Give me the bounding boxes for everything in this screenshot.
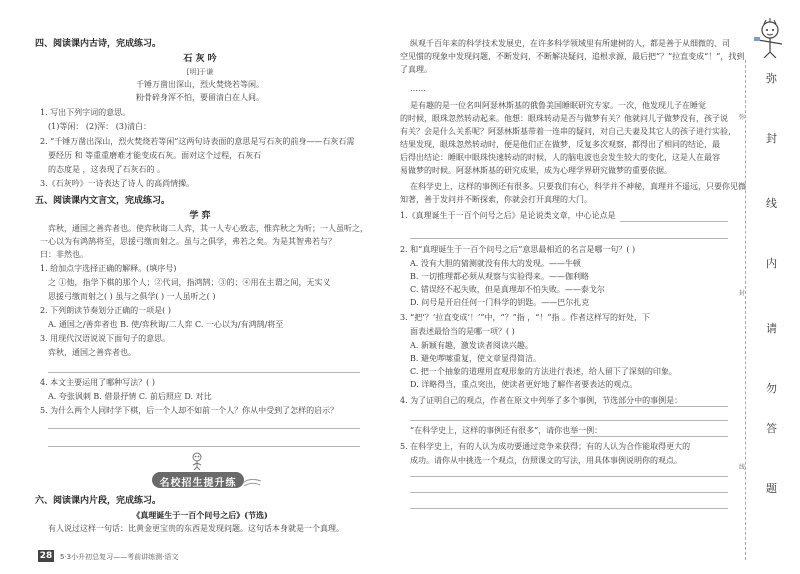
right-question-3-a: A. 新颖有趣，激发读者阅读兴趣。 (410, 341, 533, 350)
page-number: 28 (39, 551, 53, 561)
answer-line (618, 406, 728, 407)
upgrade-banner (152, 472, 244, 488)
answer-line (410, 492, 728, 493)
wenyan-para-2: 一心以为有鸿鹄将至，思援弓缴而射之。虽与之俱学，弗若之矣。为是其智弗若与？ (40, 237, 336, 246)
answer-line (410, 420, 728, 421)
banner-swoosh-icon (242, 474, 262, 486)
question-5-1-options: 之 ①他，指学下棋的那个人；②代词，指鸿鹄；③的；④用在主谓之间，无实义 (48, 278, 331, 287)
banner-label: 名校招生提升练 (159, 478, 237, 489)
question-4-2-line3: 的态度是 ，这表现了石灰石的 。 (48, 165, 166, 174)
right-question-4-b: “在科学史上，这样的事例还有很多”，请你也举一例： (410, 426, 603, 435)
right-question-1: 1.《真理诞生于一百个问号之后》是论说类文章，中心论点是 (400, 211, 616, 220)
poem-author: [明]于谦 (186, 68, 214, 76)
poem-title: 石 灰 吟 (183, 54, 217, 64)
right-para-8: 结果发现，眼珠忽然转动时，便是他们正在做梦，反复多次观察，都得出了相同的结论，最 (400, 140, 720, 149)
question-5-4: 4. 本文主要运用了哪种写法？( ) (40, 378, 155, 387)
question-5-1-blanks: 思援弓缴而射之( ) 虽与之俱学( ) 一人虽听之( ) (48, 292, 216, 301)
wenyan-para-3: 曰：非然也。 (40, 250, 88, 259)
right-question-2-d: D. 问号是开启任何一门科学的钥匙。——巴尔扎克 (410, 298, 590, 307)
right-para-7: 有关？会是什么关系呢？阿瑟林斯基带着一连串的疑问，对自己夫妻及其它人的孩子进行实验， (400, 127, 736, 136)
seal-char-8: 题 (766, 482, 777, 495)
excerpt-title: 《真理诞生于一百个问号之后》(节选) (132, 510, 268, 520)
right-question-3-c: C. 把一个抽象的道理用直观形象的方法进行表述，给人留下了深刻的印象。 (410, 367, 677, 376)
right-question-3-b: B. 避免啰嗦重复，使文章显得简洁。 (410, 354, 541, 363)
pencil-figure-icon (750, 18, 790, 58)
seal-char-5: 请 (766, 322, 777, 335)
right-question-5-line1: 5. 在科学史上，有的人认为成功要通过竞争来获得；有的人认为合作能取得更大的 (400, 442, 691, 451)
right-para-2: 空见惯的现象中发现问题，不断发问，不断解决疑问，追根求源，最后把“？”拉直变成“！”，找到 (400, 52, 745, 61)
question-5-3: 3. 用现代汉语说说下面句子的意思。 (40, 334, 171, 343)
right-question-3-line1: 3. “把‘？’拉直变成‘！’”中，“？”指 ，“！”指 。作者这样写的好处，下 (400, 313, 650, 322)
binding-line (745, 60, 746, 560)
answer-line (48, 372, 360, 373)
answer-line (410, 476, 728, 477)
answer-line (48, 446, 360, 447)
right-para-9: 后得出结论：睡眠中眼珠快速转动的时候，人的脑电波也会发生较大的变化，这是人在最容 (400, 153, 720, 162)
question-5-2: 2. 下列朗读节奏划分正确的一项是( ) (40, 306, 171, 315)
seal-char-4: 内 (766, 257, 777, 270)
right-para-12: 知著，善于发问并不断探索，你就会打开真理的大门。 (400, 195, 592, 204)
seal-char-2: 封 (766, 132, 777, 145)
section-5-heading: 五、阅读课内文言文，完成练习。 (35, 196, 171, 206)
binding-mark-3: 线 (739, 464, 746, 471)
answer-line (410, 508, 728, 509)
question-5-2-options: A. 通国之/善弈者也 B. 使/弈秋诲/二人弈 C. 一心以为/有鸿鹄/将至 (48, 320, 284, 329)
question-4-2-line2: 要经历 和 等重重磨难才能变成石灰。面对这个过程，石灰石 (48, 151, 262, 160)
question-5-3-sentence: 弈秋，通国之善弈者也。 (48, 348, 136, 357)
section-4-heading: 四、阅读课内古诗，完成练习。 (35, 39, 162, 49)
poem-line-1: 千锤万凿出深山，烈火焚烧若等闲。 (136, 80, 264, 89)
question-4-1-items: (1)等闲： (2)浑： (3)清白： (48, 122, 152, 131)
binding-mark-2: 封 (739, 290, 746, 297)
answer-line (570, 436, 728, 437)
right-para-11: 在科学史上，这样的事例还有很多。只要我们有心，科学并不神秘，真理并不遥远，只要你见微 (410, 182, 746, 191)
right-question-4: 4. 为了证明自己的观点，作者在原文中列举了多个事例，节选部分中的事例是： (400, 396, 683, 405)
right-para-5: 是有趣的是一位名叫阿瑟林斯基的俄鲁美国睡眠研究专家。一次，他发现儿子在睡觉 (410, 101, 706, 110)
right-para-10: 易做梦的时候。阿瑟林斯基的研究成果，成为心理学界研究做梦的重要依据。 (400, 166, 672, 175)
question-5-4-options: A. 夸张讽刺 B. 借景抒情 C. 前后照应 D. 对比 (48, 392, 212, 401)
seal-char-6: 勿 (766, 382, 777, 395)
right-question-2-b: B. 一切推理都必须从观察与实验得来。——伽利略 (410, 272, 589, 281)
right-para-1: 纵观千百年来的科学技术发展史，在许多科学领域里有所建树的人，都是善于从细微的、司 (410, 39, 730, 48)
right-para-6: 的时候，眼珠忽然转动起来。他想：眼珠转动是否与做梦有关？他就问儿子做梦没有，孩子说 (400, 114, 728, 123)
right-question-3-line2: 面表述最恰当的是哪一项？( ) (410, 327, 515, 336)
answer-line (620, 221, 728, 222)
wenyan-para-1: 弈秋，通国之善弈者也。使弈秋诲二人弈，其一人专心致志，惟弈秋之为听；一人虽听之， (48, 224, 368, 233)
question-5-5: 5. 为什么两个人同时学下棋，后一个人却不如前一个人？你从中受到了怎样的启示？ (40, 406, 339, 415)
wenyan-title: 学 弈 (189, 211, 211, 221)
right-question-2-c: C. 错误经不起失败，但是真理却不怕失败。——泰戈尔 (410, 285, 605, 294)
question-5-1: 1. 给加点字选择正确的解释。(填序号) (40, 264, 177, 273)
right-question-5-line2: 成功。请你从中挑选一个观点，仿照课文的写法，用具体事例说明你的观点。 (410, 456, 682, 465)
right-question-2-a: A. 没有大胆的猜测就没有伟大的发现。——牛顿 (410, 259, 581, 268)
right-para-3: 了真理。 (400, 65, 432, 74)
answer-line (410, 238, 728, 239)
question-4-2-line1: 2. “千锤万凿出深山，烈火焚烧若等闲”这两句诗表面的意思是写石灰的前身——石灰石需 (40, 137, 355, 146)
excerpt-paragraph: 有人说过这样一句话：比黄金更宝贵的东西是发现问题。这句话本身就是一个真理。 (48, 524, 344, 533)
question-4-3: 3.《石灰吟》一诗表达了诗人 的高尚情操。 (40, 179, 195, 188)
section-6-heading: 六、阅读课内片段，完成练习。 (35, 496, 162, 506)
cartoon-icon (190, 452, 204, 470)
seal-char-3: 线 (766, 197, 777, 210)
question-4-1: 1. 写出下列字词的意思。 (40, 108, 131, 117)
right-ellipsis: …… (410, 84, 426, 93)
seal-char-1: 弥 (766, 72, 777, 85)
right-question-2: 2. 和“真理诞生于一百个问号之后”意思最相近的名言是哪一句？( ) (400, 245, 636, 254)
poem-line-2: 粉骨碎身浑不怕，要留清白在人间。 (136, 93, 264, 102)
seal-char-7: 答 (766, 422, 777, 435)
answer-line (48, 428, 360, 429)
binding-mark-1: 弥 (739, 114, 746, 121)
footer-text: 5·3小升初总复习——考前讲练测·语文 (60, 553, 179, 561)
right-question-3-d: D. 详略得当，重点突出，使读者更好地了解作者要表达的观点。 (410, 380, 638, 389)
